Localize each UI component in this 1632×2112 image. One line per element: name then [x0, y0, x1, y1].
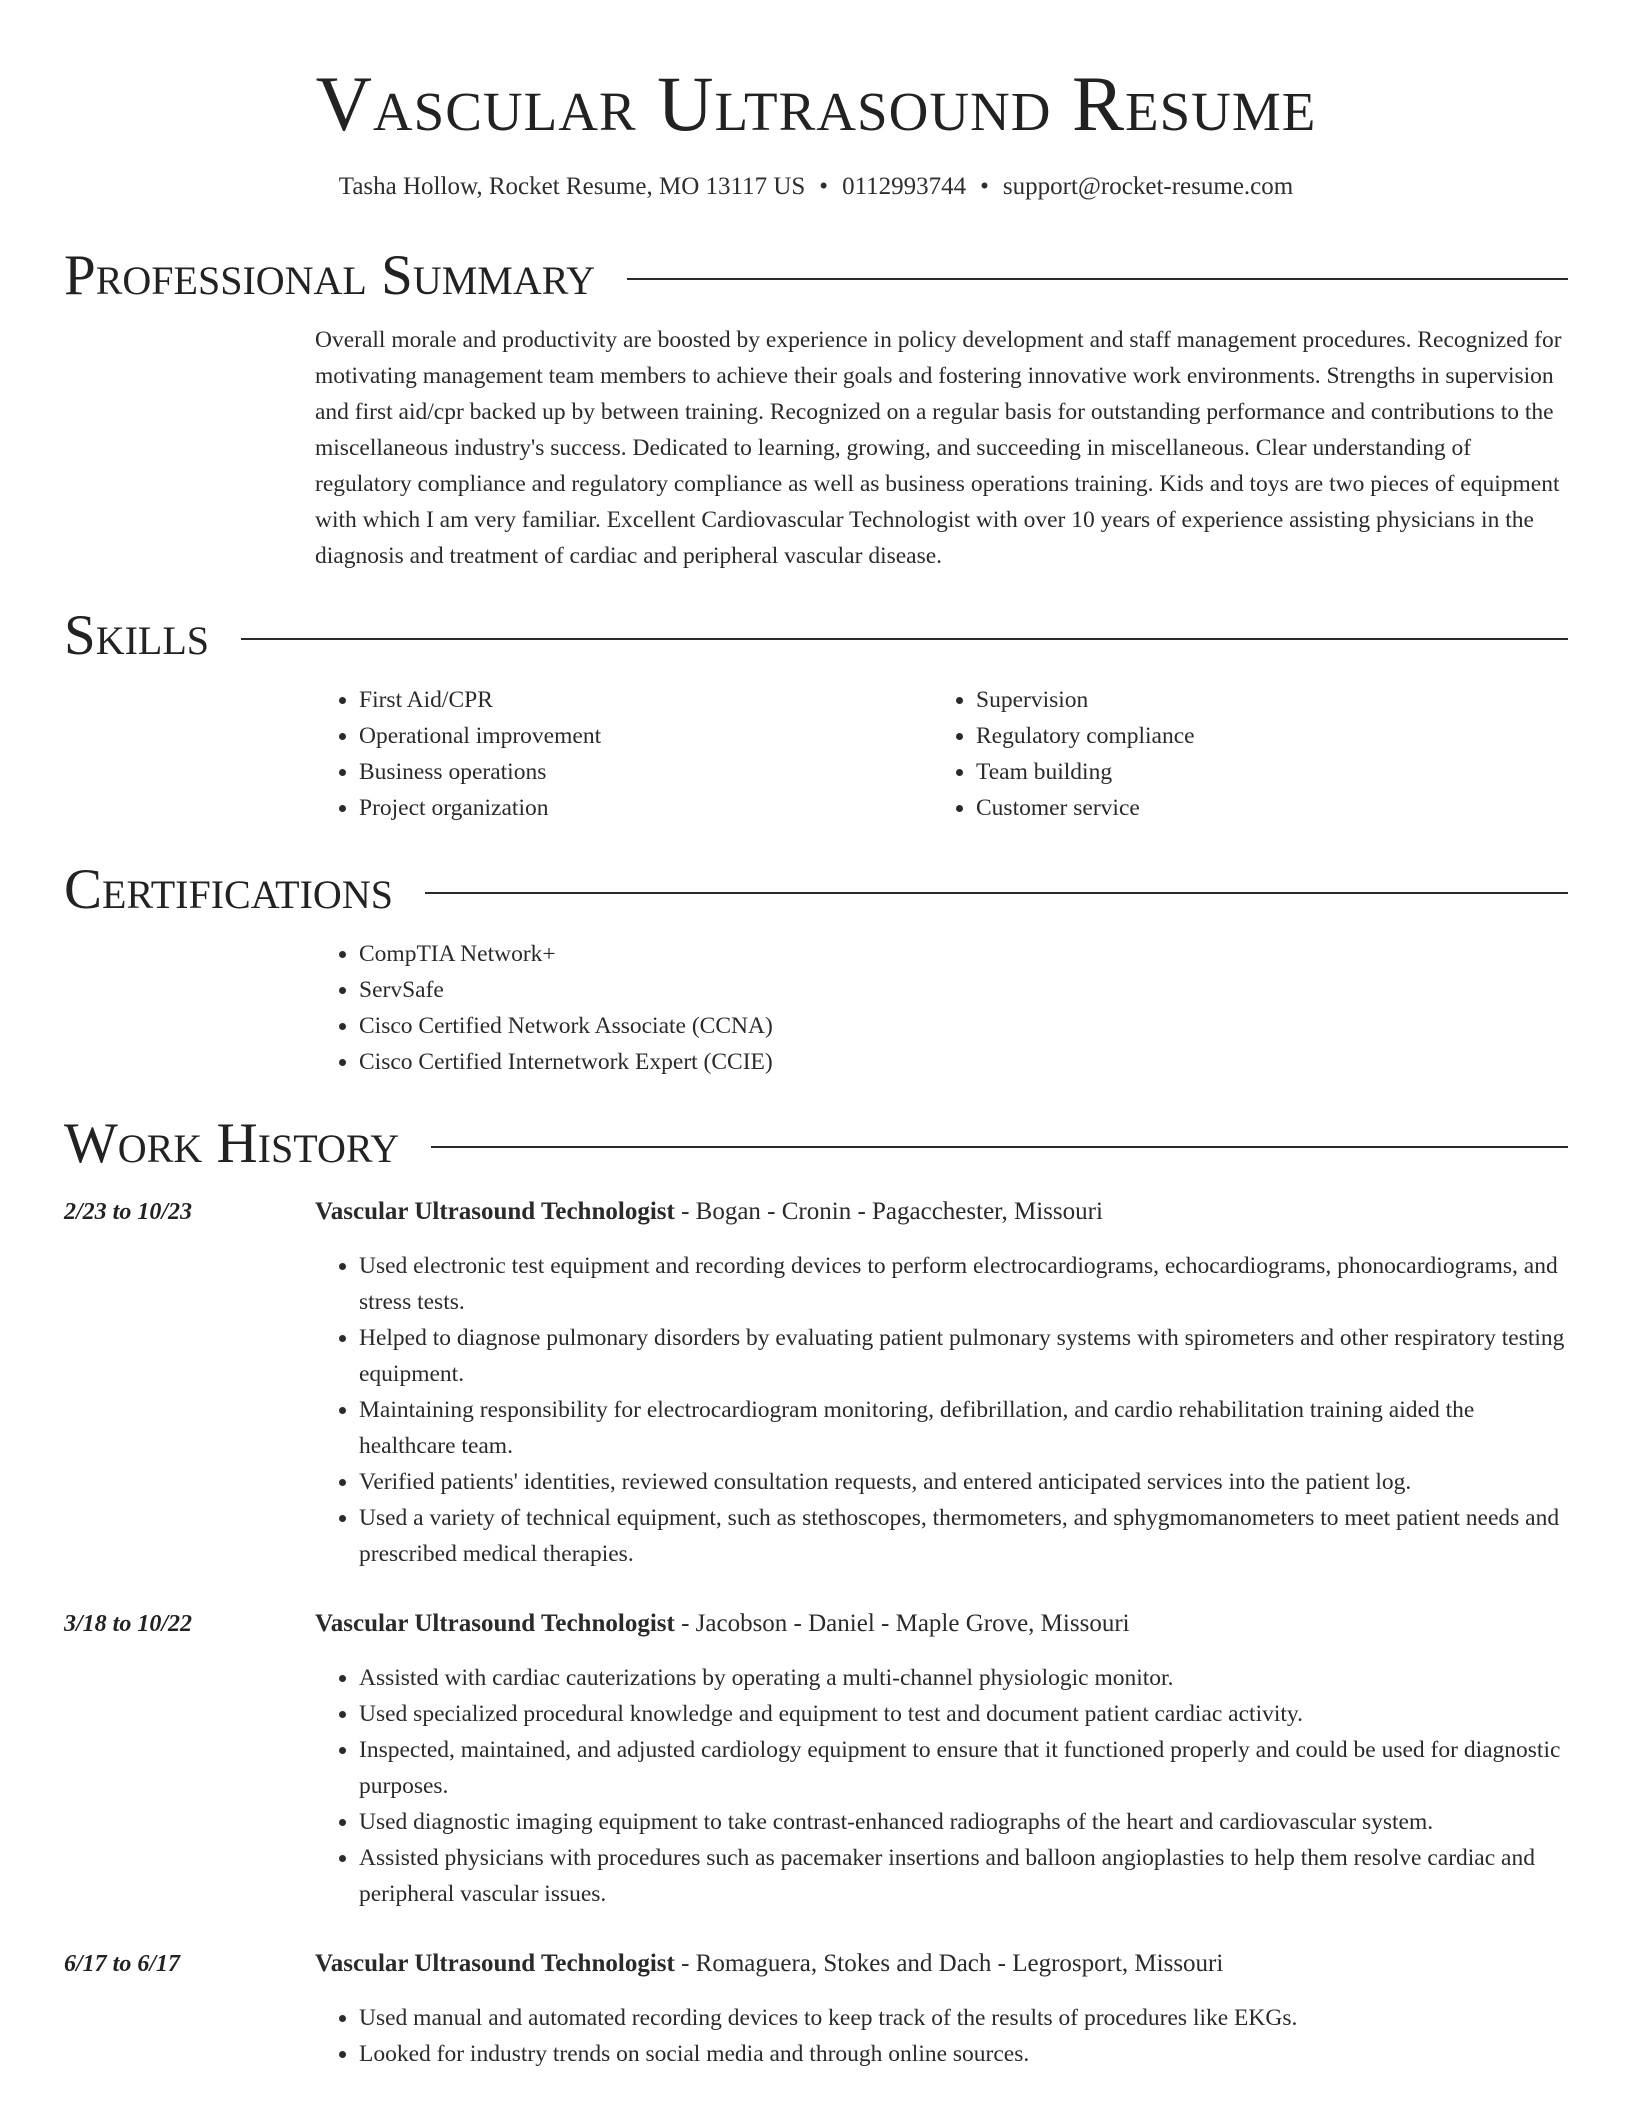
skills-heading: Skills	[64, 604, 210, 667]
contact-separator: •	[819, 173, 829, 200]
job-bullet: • Used manual and automated recording devices to keep track of the results of procedures like EKGs.	[359, 2000, 1568, 2036]
skills-column-left	[315, 682, 932, 826]
skill-item: • Regulatory compliance	[976, 718, 1549, 754]
skills-section-header	[64, 604, 1568, 668]
job-title: Vascular Ultrasound Technologist	[315, 1198, 675, 1225]
summary-heading: Professional Summary	[64, 244, 596, 307]
job-dates: 6/17 to 6/17	[64, 1951, 181, 1977]
skills-section	[315, 682, 1568, 826]
job-bullet: • Assisted with cardiac cauterizations by operating a multi-channel physiologic monitor.	[359, 1660, 1568, 1696]
section-divider	[241, 638, 1568, 640]
certifications-heading: Certifications	[64, 858, 393, 921]
contact-phone: 0112993744	[842, 173, 967, 200]
job-dates: 3/18 to 10/22	[64, 1611, 193, 1637]
skill-item: • Customer service	[976, 790, 1549, 826]
skill-item: • First Aid/CPR	[359, 682, 932, 718]
certification-item: • Cisco Certified Network Associate (CCNA)	[359, 1008, 1568, 1044]
work-section-header	[64, 1112, 1568, 1176]
job-title: Vascular Ultrasound Technologist	[315, 1610, 675, 1637]
section-divider	[627, 278, 1568, 280]
job-entry	[64, 1194, 1568, 1572]
resume-page	[64, 0, 1568, 2072]
job-bullet: • Inspected, maintained, and adjusted cardiology equipment to ensure that it functioned properly and could be used for diagnostic purposes.	[359, 1732, 1568, 1804]
job-heading	[315, 1606, 1568, 1642]
skill-item: • Project organization	[359, 790, 932, 826]
work-heading: Work History	[64, 1112, 400, 1175]
job-heading	[315, 1946, 1568, 1982]
job-bullet: • Used electronic test equipment and recording devices to perform electrocardiograms, echocardiograms, phonocardiograms, and stress tests.	[359, 1248, 1568, 1320]
job-bullet: • Used specialized procedural knowledge and equipment to test and document patient cardiac activity.	[359, 1696, 1568, 1732]
certification-item: • CompTIA Network+	[359, 936, 1568, 972]
job-entry	[64, 1946, 1568, 2072]
job-dates: 2/23 to 10/23	[64, 1199, 193, 1225]
job-employer: - Bogan - Cronin - Pagacchester, Missouri	[674, 1198, 1103, 1225]
skills-column-right	[932, 682, 1549, 826]
summary-text: Overall morale and productivity are boosted by experience in policy development and staff management procedures. Recognized for motivating management team members to achieve their goals and fostering innovative work environments. Strengths in supervision and first aid/cpr backed up by between training. Recognized on a regular basis for outstanding performance and contributions to the miscellaneous industry's success. Dedicated to learning, growing, and succeeding in miscellaneous. Clear understanding of regulatory compliance and regulatory compliance as well as business operations training. Kids and toys are two pieces of equipment with which I am very familiar. Excellent Cardiovascular Technologist with over 10 years of experience assisting physicians in the diagnosis and treatment of cardiac and peripheral vascular disease.	[315, 327, 1562, 569]
skill-item: • Business operations	[359, 754, 932, 790]
job-bullet: • Looked for industry trends on social media and through online sources.	[359, 2036, 1568, 2072]
job-heading	[315, 1194, 1568, 1230]
summary-section-header	[64, 244, 1568, 308]
job-bullet: • Verified patients' identities, reviewed consultation requests, and entered anticipated services into the patient log.	[359, 1464, 1568, 1500]
skill-item: • Supervision	[976, 682, 1549, 718]
resume-title: Vascular Ultrasound Resume	[315, 60, 1317, 147]
contact-email[interactable]: support@rocket-resume.com	[1002, 173, 1294, 200]
job-bullet: • Maintaining responsibility for electrocardiogram monitoring, defibrillation, and cardio rehabilitation training aided the healthcare team.	[359, 1392, 1568, 1464]
contact-line	[64, 170, 1568, 204]
job-bullet: • Assisted physicians with procedures such as pacemaker insertions and balloon angioplasties to help them resolve cardiac and peripheral vascular issues.	[359, 1840, 1568, 1912]
certification-item: • Cisco Certified Internetwork Expert (CCIE)	[359, 1044, 1568, 1080]
skill-item: • Team building	[976, 754, 1549, 790]
section-divider	[425, 892, 1568, 894]
summary-section	[315, 322, 1568, 574]
contact-address: Tasha Hollow, Rocket Resume, MO 13117 US	[338, 173, 806, 200]
certifications-section	[315, 936, 1568, 1080]
job-entry	[64, 1606, 1568, 1912]
job-bullet: • Used a variety of technical equipment, such as stethoscopes, thermometers, and sphygmomanometers to meet patient needs and prescribed medical therapies.	[359, 1500, 1568, 1572]
job-bullet: • Helped to diagnose pulmonary disorders by evaluating patient pulmonary systems with spirometers and other respiratory testing equipment.	[359, 1320, 1568, 1392]
job-bullet: • Used diagnostic imaging equipment to take contrast-enhanced radiographs of the heart and cardiovascular system.	[359, 1804, 1568, 1840]
job-title: Vascular Ultrasound Technologist	[315, 1950, 675, 1977]
job-employer: - Romaguera, Stokes and Dach - Legrosport, Missouri	[674, 1950, 1224, 1977]
section-divider	[431, 1146, 1568, 1148]
certifications-section-header	[64, 858, 1568, 922]
contact-separator: •	[980, 173, 989, 200]
skill-item: • Operational improvement	[359, 718, 932, 754]
certification-item: • ServSafe	[359, 972, 1568, 1008]
job-employer: - Jacobson - Daniel - Maple Grove, Missouri	[674, 1610, 1130, 1637]
